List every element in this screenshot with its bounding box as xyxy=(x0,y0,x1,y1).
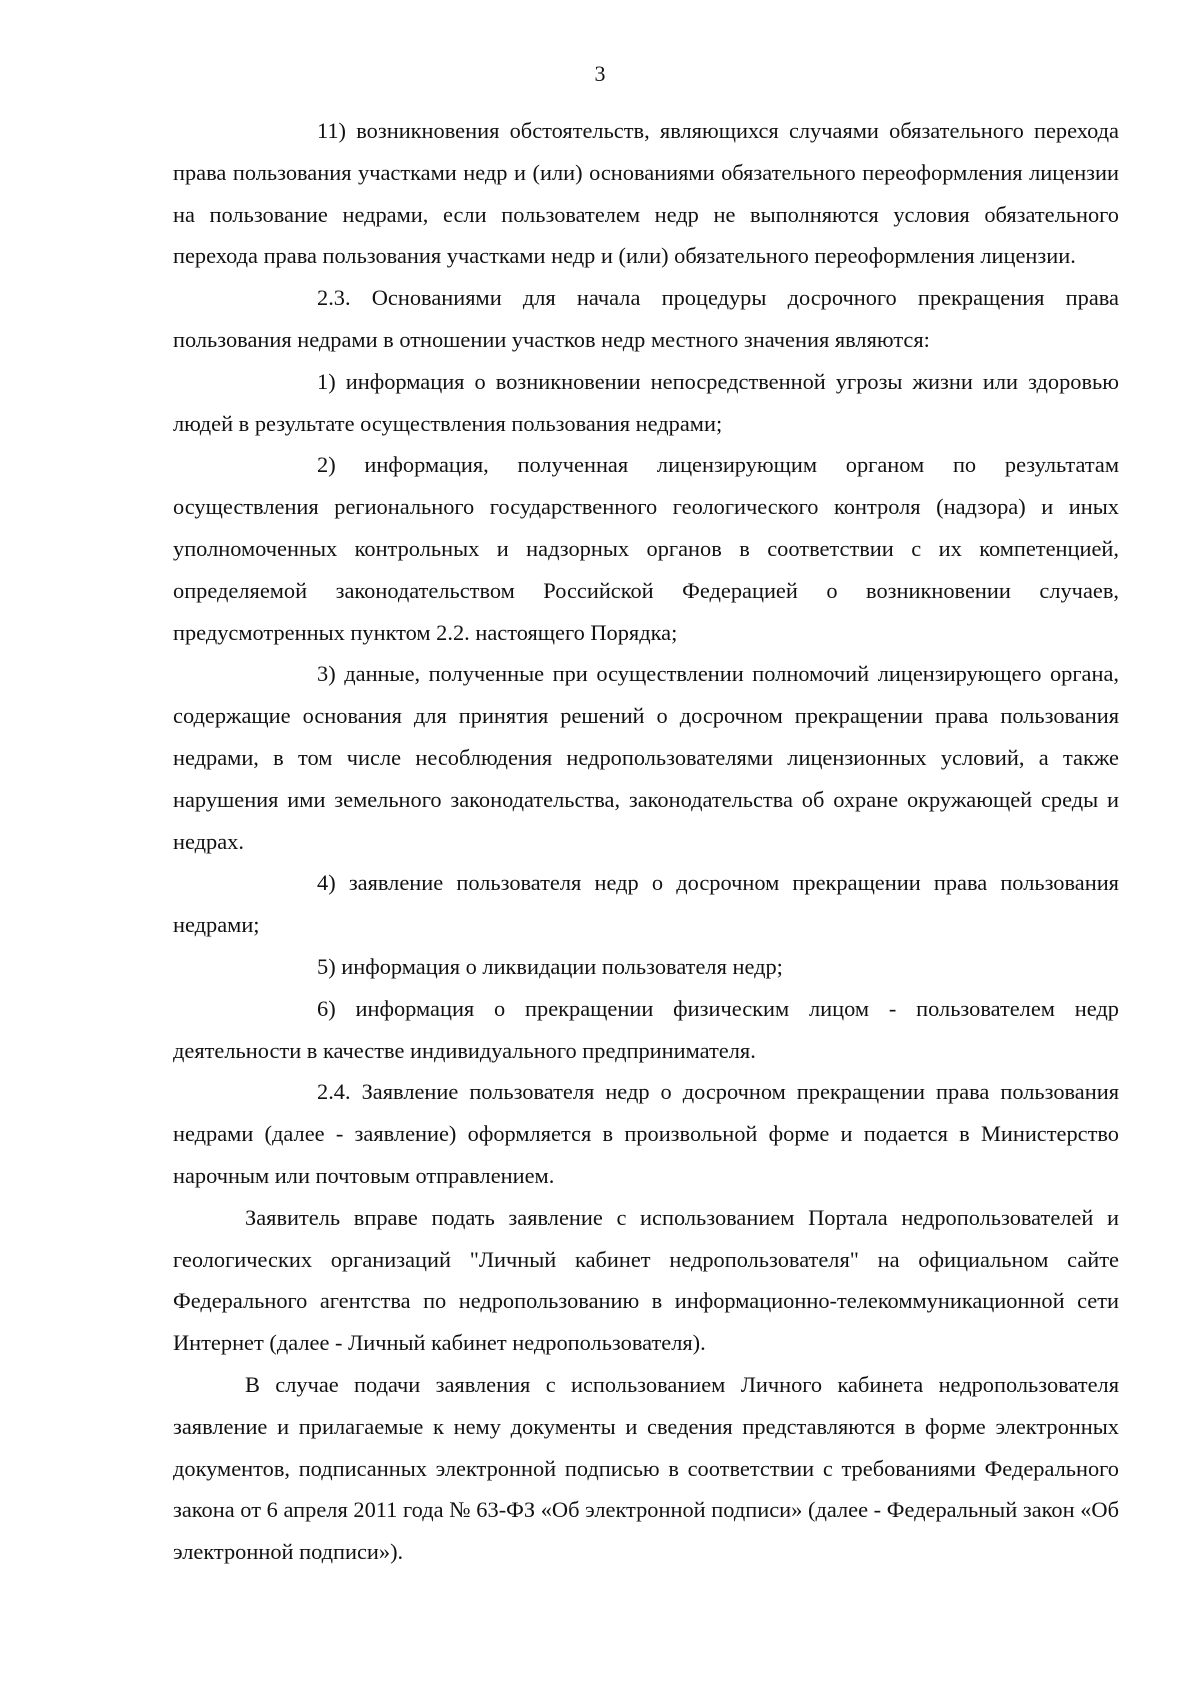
item-number: 2) xyxy=(317,452,336,478)
paragraph-2-4 xyxy=(173,1071,1119,1196)
paragraph-4 xyxy=(173,862,1119,946)
paragraph-2 xyxy=(173,444,1119,653)
item-number: 2.3. xyxy=(317,285,351,311)
paragraph-text: данные, полученные при осуществлении полномочий лицензирующего органа, содержащие основания для принятия решений о досрочном прекращении права пользования недрами, в том числе несоблюдения недропользователями лицензионных условий, а также нарушения ими земельного законодательства, законодательства об охране окружающей среды и недрах. xyxy=(173,661,1119,854)
paragraph-electronic-submission xyxy=(173,1364,1119,1573)
paragraph-3 xyxy=(173,653,1119,862)
paragraph-11 xyxy=(173,110,1119,277)
paragraph-text: информация, полученная лицензирующим органом по результатам осуществления регионального государственного геологического контроля (надзора) и иных уполномоченных контрольных и надзорных органов в соответствии с их компетенцией, определяемой законодательством Российской Федерацией о возникновении случаев, предусмотренных пунктом 2.2. настоящего Порядка; xyxy=(173,452,1119,645)
paragraph-6 xyxy=(173,988,1119,1072)
item-number: 11) xyxy=(317,118,347,143)
paragraph-text: информация о возникновении непосредственной угрозы жизни или здоровью людей в результате осуществления пользования недрами; xyxy=(173,368,1119,436)
item-number: 5) xyxy=(317,953,336,979)
paragraph-text: заявление пользователя недр о досрочном прекращении права пользования недрами; xyxy=(173,870,1119,938)
paragraph-text: возникновения обстоятельств, являющихся случаями обязательного перехода права пользования участками недр и (или) основаниями обязательного переоформления лицензии на пользование недрами, если пользователем недр не выполняются условия обязательного перехода права пользования участками недр и (или) обязательного переоформления лицензии. xyxy=(173,118,1119,269)
paragraph-5 xyxy=(173,946,1119,988)
paragraph-text: информация о прекращении физическим лицом - пользователем недр деятельности в качестве индивидуального предпринимателя. xyxy=(173,995,1119,1063)
paragraph-text: информация о ликвидации пользователя недр; xyxy=(341,953,783,979)
item-number: 6) xyxy=(317,995,336,1021)
paragraph-text: В случае подачи заявления с использованием Личного кабинета недропользователя заявление и прилагаемые к нему документы и сведения представляются в форме электронных документов, подписанных электронной подписью в соответствии с требованиями Федерального закона от 6 апреля 2011 года № 63-ФЗ «Об электронной подписи» (далее - Федеральный закон «Об электронной подписи»). xyxy=(173,1371,1119,1565)
item-number: 2.4. xyxy=(317,1079,351,1105)
page-number: 3 xyxy=(594,61,606,86)
item-number: 1) xyxy=(317,368,336,394)
paragraph-1 xyxy=(173,361,1119,445)
paragraph-applicant-portal xyxy=(173,1197,1119,1364)
item-number: 3) xyxy=(317,661,336,687)
paragraph-text: Основаниями для начала процедуры досрочного прекращения права пользования недрами в отношении участков недр местного значения являются: xyxy=(173,285,1119,352)
document-body xyxy=(173,110,1119,1573)
paragraph-text: Заявление пользователя недр о досрочном прекращении права пользования недрами (далее - заявление) оформляется в произвольной форме и подается в Министерство нарочным или почтовым отправлением. xyxy=(173,1079,1119,1188)
paragraph-text: Заявитель вправе подать заявление с использованием Портала недропользователей и геологических организаций "Личный кабинет недропользователя" на официальном сайте Федерального агентства по недропользованию в информационно-телекоммуникационной сети Интернет (далее - Личный кабинет недропользователя). xyxy=(173,1204,1119,1356)
item-number: 4) xyxy=(317,870,336,896)
paragraph-2-3 xyxy=(173,277,1119,361)
